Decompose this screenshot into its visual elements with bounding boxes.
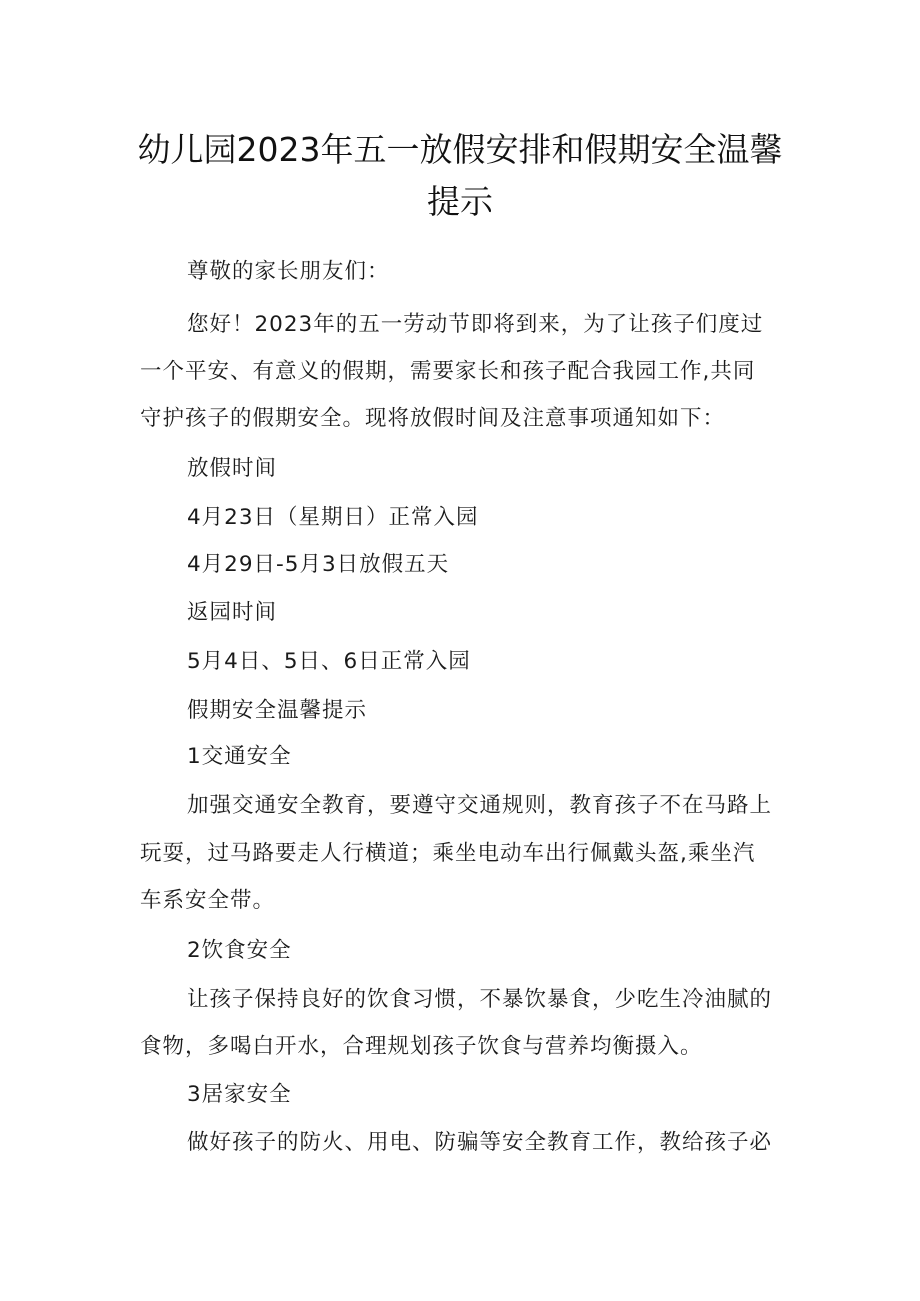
traffic-line: 车系安全带。 bbox=[140, 888, 276, 913]
traffic-line: 加强交通安全教育，要遵守交通规则，教育孩子不在马路上 bbox=[187, 793, 773, 818]
home-line: 做好孩子的防火、用电、防骗等安全教育工作，教给孩子必 bbox=[187, 1130, 773, 1155]
traffic-line: 玩耍，过马路要走人行横道；乘坐电动车出行佩戴头盔,乘坐汽 bbox=[140, 841, 756, 866]
intro-line: 守护孩子的假期安全。现将放假时间及注意事项通知如下： bbox=[140, 406, 726, 431]
holiday-line: 4月23日（星期日）正常入园 bbox=[187, 505, 479, 530]
diet-heading: 2饮食安全 bbox=[187, 938, 292, 963]
traffic-heading: 1交通安全 bbox=[187, 744, 292, 769]
greeting: 尊敬的家长朋友们： bbox=[187, 259, 390, 284]
return-line: 5月4日、5日、6日正常入园 bbox=[187, 649, 471, 674]
diet-line: 让孩子保持良好的饮食习惯，不暴饮暴食，少吃生冷油腻的 bbox=[187, 987, 773, 1012]
holiday-line: 4月29日-5月3日放假五天 bbox=[187, 552, 450, 577]
document-title bbox=[120, 124, 800, 228]
holiday-heading: 放假时间 bbox=[187, 456, 278, 481]
return-heading: 返园时间 bbox=[187, 600, 278, 625]
intro-line: 您好！2023年的五一劳动节即将到来，为了让孩子们度过 bbox=[187, 312, 764, 337]
tips-heading: 假期安全温馨提示 bbox=[187, 698, 368, 723]
title-line-1: 幼儿园2023年五一放假安排和假期安全温馨 bbox=[137, 130, 783, 169]
home-heading: 3居家安全 bbox=[187, 1082, 292, 1107]
intro-line: 一个平安、有意义的假期，需要家长和孩子配合我园工作,共同 bbox=[140, 359, 756, 384]
diet-line: 食物，多喝白开水，合理规划孩子饮食与营养均衡摄入。 bbox=[140, 1034, 703, 1059]
title-line-2: 提示 bbox=[427, 182, 493, 221]
